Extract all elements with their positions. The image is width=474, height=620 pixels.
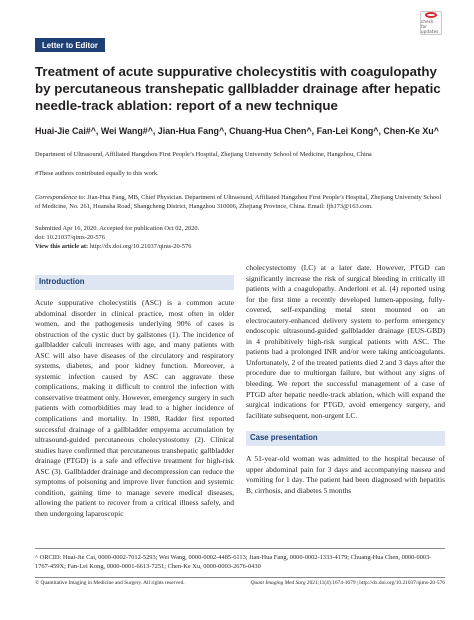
introduction-paragraph: Acute suppurative cholecystitis (ASC) is a common acute abdominal disorder in clinical practice, most often in older women, and the pathogenesis underlying 90% of cases is obstruction of the cystic duct by gallstones (1). The incidence of gallbladder calculi increases with age, and many patients with ASC will also have diseases of the circulatory and respiratory systems, diabetes, and poor kidney function. Moreover, a systemic infection caused by ASC can aggravate these complications, making it difficult to control the infection with conservative treatment only. However, emergency surgery in such patients with comorbidities may lead to a higher incidence of complications and mortality. In 1980, Radder first reported successful drainage of a gallbladder empyema accumulation by ultrasound-guided percutaneous cholecystostomy (2). Clinical studies have confirmed that percutaneous transhepatic gallbladder drainage (PTGD) is a safe and effective treatment for high-risk ASC (3). Gallbladder drainage and decompression can reduce the symptoms of poisoning and improve liver function and systemic condition, gaining time to manage severe medical diseases, allowing the patient to recover from a critical illness safely, and then undergoing laparoscopic [35,298,234,518]
check-icon [425,12,437,18]
case-presentation-paragraph: A 51-year-old woman was admitted to the hospital because of upper abdominal pain for 3 days and accompanying nausea and vomiting for 1 day. The patient had been diagnosed with hepatitis B, cirrhosis, and diabetes 5 months [246,454,445,495]
submission-dates [35,225,445,242]
correspondence [35,194,445,211]
case-presentation-heading: Case presentation [246,431,445,446]
equal-contribution-note: #These authors contributed equally to this work. [35,170,159,177]
view-article-line [35,243,445,252]
article-type-tag: Letter to Editor [35,38,105,52]
doi[interactable]: doi: 10.21037/qims-20-576 [35,233,105,241]
footnote-divider [35,548,445,549]
citation-info: 2021;11(4):1674-1679 | http://dx.doi.org/10.21037/qims-20-576 [305,580,445,586]
affiliation: Department of Ultrasound, Affiliated Hangzhou First People’s Hospital, Zhejiang University School of Medicine, Hangzhou, China [35,151,372,158]
copyright: © Quantitative Imaging in Medicine and Surgery. All rights reserved. [35,580,185,586]
check-for-updates-badge[interactable] [420,11,442,35]
introduction-heading: Introduction [35,275,234,290]
badge-label: check for updates [421,19,439,34]
right-column [246,263,445,496]
footer-divider [35,577,445,578]
correspondence-label: Correspondence to: [35,194,86,201]
journal-citation [251,580,446,586]
journal-name: Quant Imaging Med Surg [250,580,306,586]
view-article-label: View this article at: [35,243,89,250]
submitted-accepted: Submitted Apr 16, 2020. Accepted for publication Oct 02, 2020. [35,225,200,232]
correspondence-text: Jian-Hua Fang, MB, Chief Physician. Department of Ultrasound, Affiliated Hangzhou First People’s Hospital, Zhejiang University School of Medicine, No. 261, Huansha Road, Shangcheng District, Hangzhou 310006, Zhejiang Province, China. Email: fjh173@163.com. [35,194,442,210]
article-title: Treatment of acute suppurative cholecystitis with coagulopathy by percutaneous transhepatic gallbladder drainage after hepatic needle-track ablation: report of a new technique [35,64,441,114]
author-list: Huai-Jie Cai#^, Wei Wang#^, Jian-Hua Fang^, Chuang-Hua Chen^, Fan-Lei Kong^, Chen-Ke Xu^ [35,126,439,136]
orcid-footnote: ^ ORCID: Huai-Jie Cai, 0000-0002-7012-5293; Wei Wang, 0000-0002-4485-6113; Jian-Hua Fang, 0000-0002-1333-4179; Chuang-Hua Chen, 0000-0003-1767-459X; Fan-Lei Kong, 0000-0001-6613-7251; Chen-Ke Xu, 0000-0003-2676-0430 [35,554,432,570]
left-column [35,263,234,519]
intro-continuation-paragraph: cholecystectomy (LC) at a later date. However, PTGD can significantly increase the risk of surgical bleeding in critically ill patients with a coagulopathy. Anderloni et al. (4) reported using for the first time a recently developed lumen-apposing, fully-covered, self-expanding metal stent mounted on an electrocautery-enhanced delivery system to perform emergency endoscopic ultrasound-guided gallbladder drainage (EUS-GBD) in 4 prohibitively high-risk surgical patients with ASC. The patients had a prolonged INR and/or were taking anticoagulants. Unfortunately, 2 of the treated patients died 2 and 3 days after the procedure due to multiorgan failure, but without any signs of bleeding. We report the successful management of a case of PTGD after hepatic needle-track ablation, which will expand the surgical indications for PTGD, avoid emergency surgery, and facilitate subsequent, non-urgent LC. [246,263,445,420]
view-article-link[interactable]: http://dx.doi.org/10.21037/qims-20-576 [88,243,192,250]
